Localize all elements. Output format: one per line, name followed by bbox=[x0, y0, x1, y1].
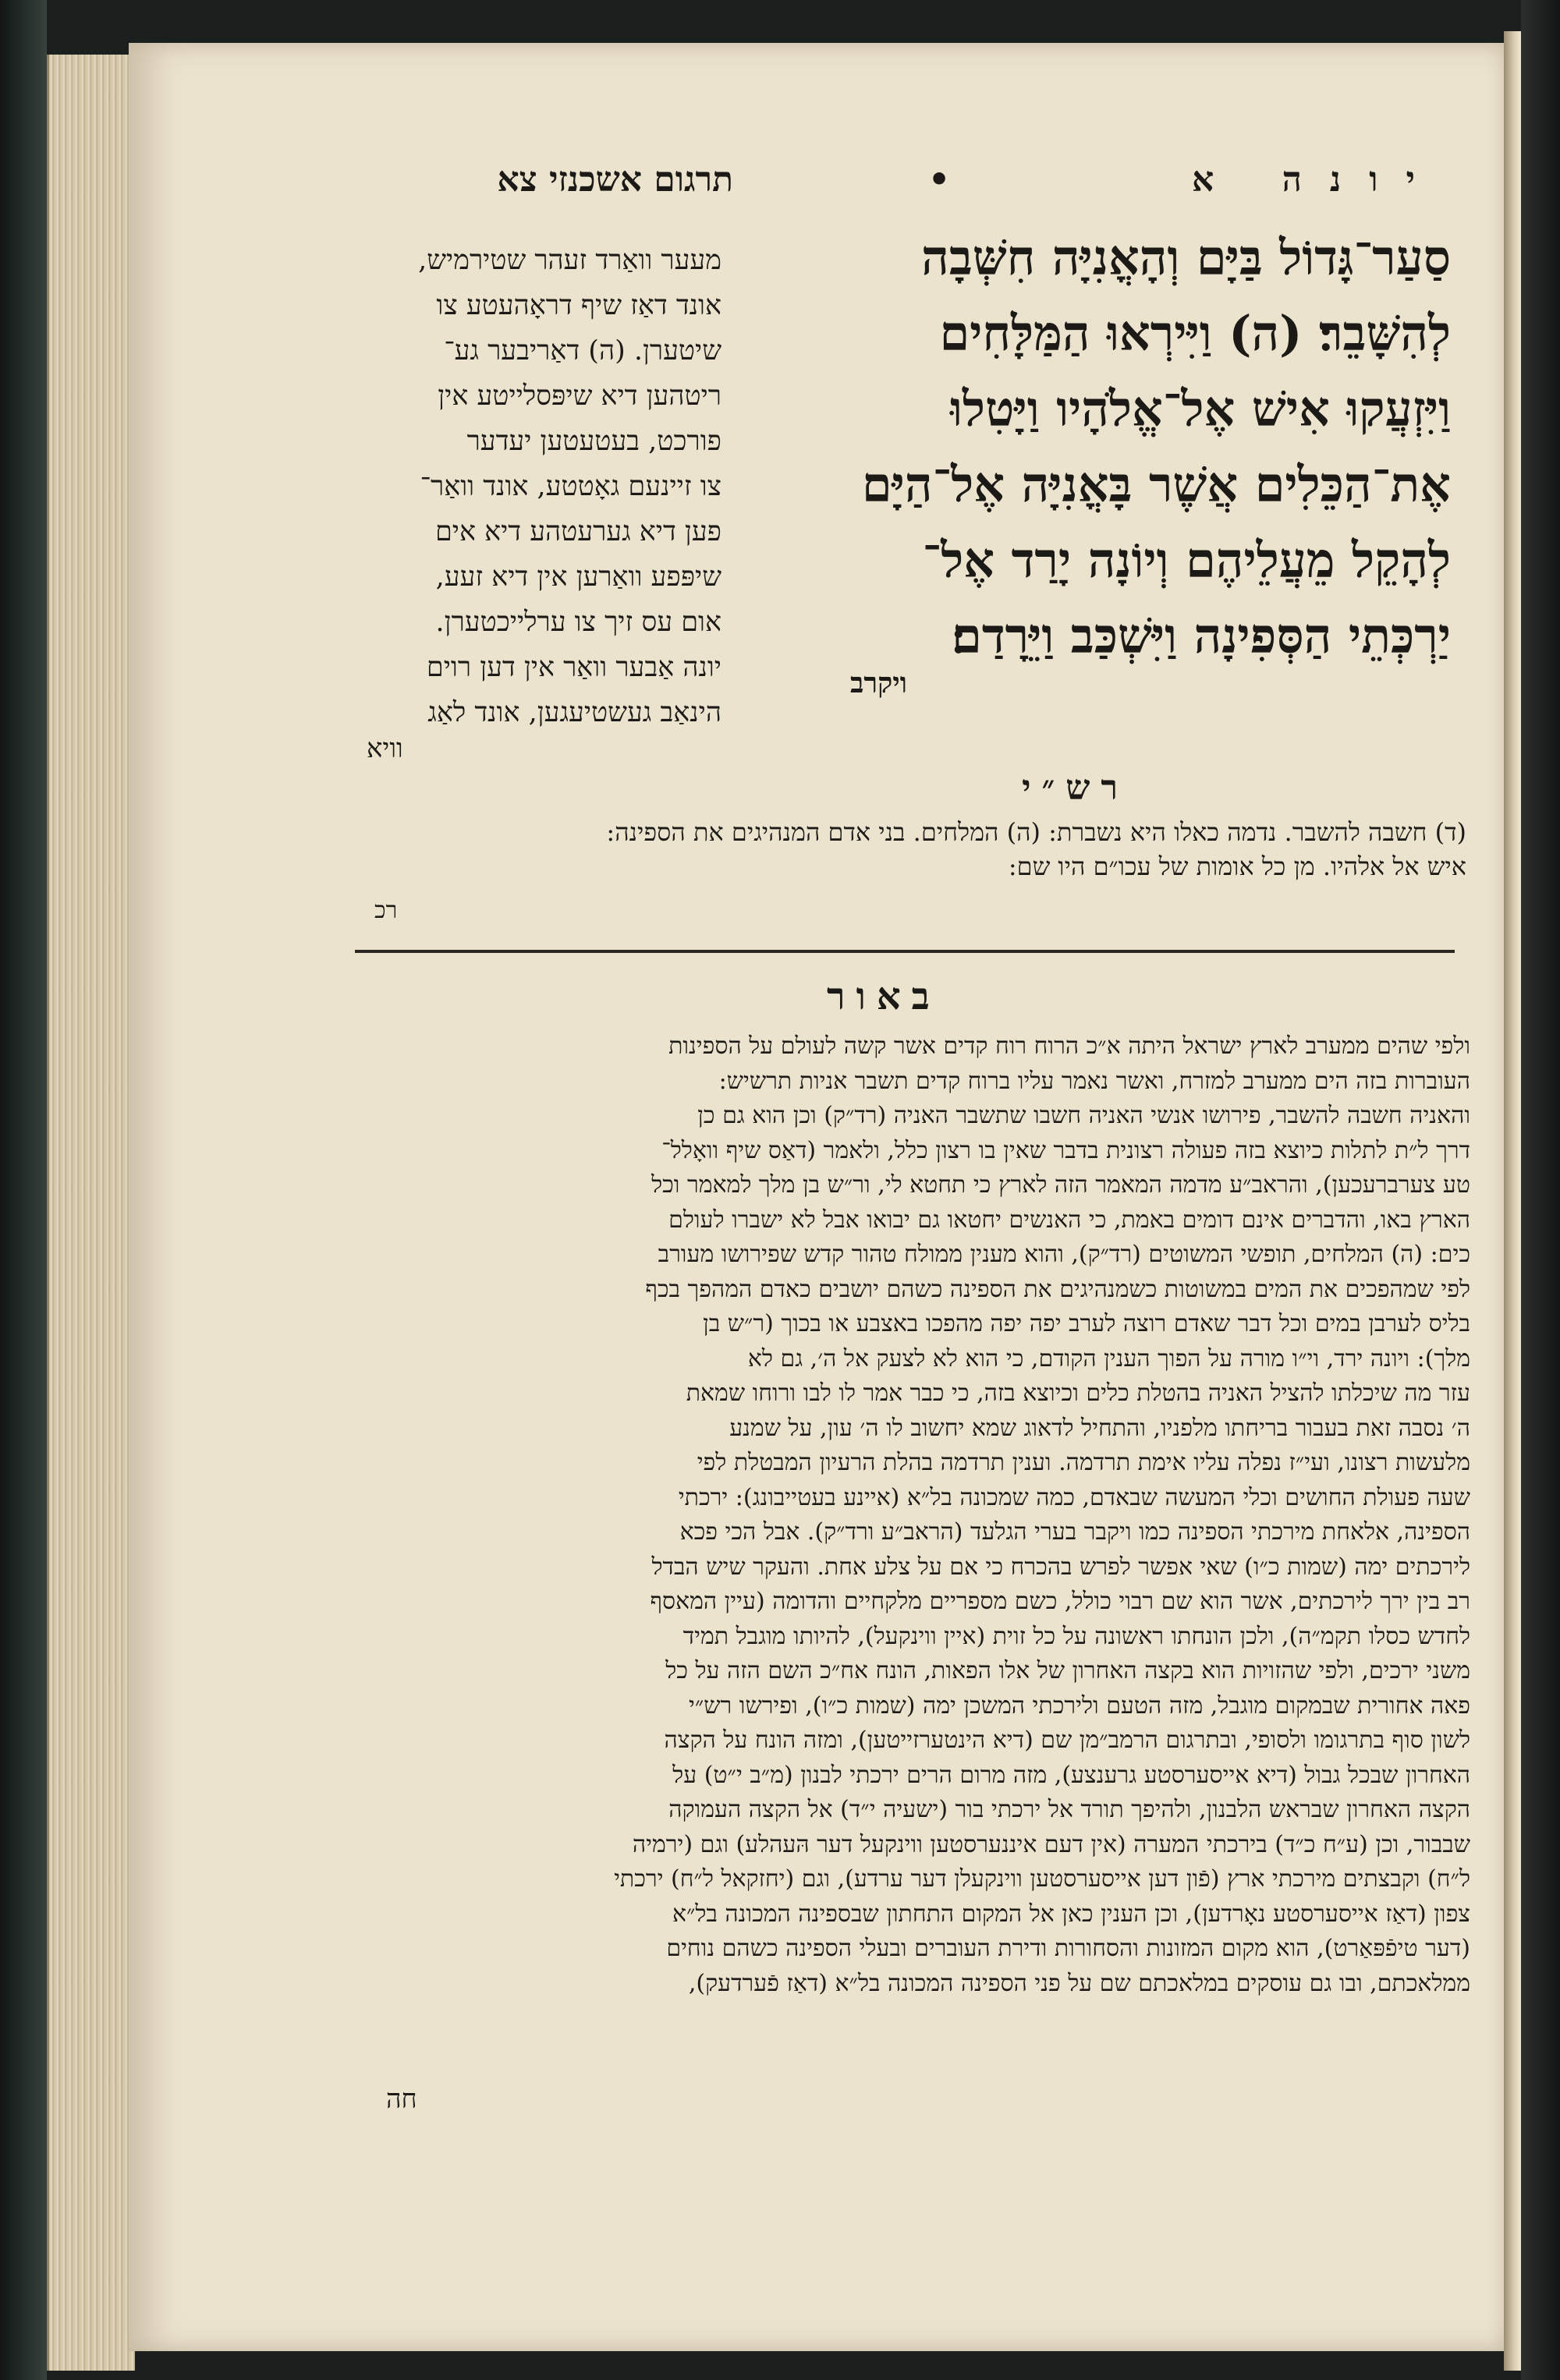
rashi-line: איש אל אלהיו. מן כל אומות של עכו״ם היו שם: bbox=[1008, 852, 1466, 881]
targum-line: צו זיינעם גאָטטע, אונד וואַר־ bbox=[420, 471, 722, 502]
biur-line: (דער טיפֿפּאַרט), הוא מקום המזונות והסחורות ודירת העוברים ובעלי הספינה כשהם נוחים bbox=[666, 1935, 1470, 1962]
scripture-column bbox=[745, 220, 1451, 674]
targum-line: יונה אַבער וואַר אין דען רוים bbox=[426, 652, 722, 683]
rashi-heading: רש״י bbox=[1022, 768, 1129, 808]
signature-mark: רכ bbox=[374, 897, 398, 924]
scripture-line: וַיִּזְעֲקוּ אִישׁ אֶל־אֱלֹהָיו וַיָּטִלוּ bbox=[950, 381, 1451, 437]
targum-line: מעער וואַרד זעהר שטירמיש, bbox=[418, 245, 722, 276]
biur-line: שבבור, וכן (ע״ח כ״ד) בירכתי המערה (אין דעם איננערסטען ווינקעל דער הּעהלע) וגם (ירמיה bbox=[632, 1830, 1470, 1858]
biur-line: לשון סוף בתרגומו ולסופי, ובתרגום הרמב״מן שם (דיא הינטערזייטען), ומזה הונח על הקצה bbox=[664, 1727, 1470, 1754]
biur-line: מלעשות רצונו, ועי״ז נפלה עליו אימת תרדמה. וענין תרדמה בהלת הרעיון המבטלת לפי bbox=[697, 1449, 1470, 1476]
biur-line: והאניה חשבה להשבר, פירושו אנשי האניה חשבו שתשבר האניה (רד״ק) וכן הוא גם כן bbox=[697, 1102, 1470, 1129]
biur-line: שעה פעולת החושים וכלי המעשה שבאדם, כמה שמכונה בל״א (איינע בעטייבונג): ירכתי bbox=[678, 1483, 1470, 1511]
biur-line: טע צערברעכען), והראב״ע מדמה המאמר הזה לארץ כי תחטא לי, ור״ש בן מלך למאמר וכל bbox=[651, 1171, 1470, 1199]
biur-line: לפי שמהפכים את המים במשוטות כשמנהיגים את הספינה כשהם יושבים כאדם המהפך בכף bbox=[645, 1275, 1470, 1303]
running-head-book-label: יונה א bbox=[1192, 160, 1443, 200]
signature-mark: חה bbox=[386, 2084, 417, 2115]
scripture-line: לְהָקֵל מֵעֲלֵיהֶם וְיוֹנָה יָרַד אֶל־ bbox=[922, 532, 1451, 589]
targum-line: פען דיא גערעטהע דיא אים bbox=[434, 516, 722, 547]
book-cover-left bbox=[0, 0, 47, 2380]
running-head-book bbox=[897, 160, 1443, 214]
biur-heading: באור bbox=[827, 975, 941, 1018]
biur-line: העוברות בזה הים ממערב למזרח, ואשר נאמר עליו ברוח קדים תשבר אניות תרשיש: bbox=[718, 1067, 1470, 1095]
biur-line: האחרון שבכל גבול (דיא אייסערסטע גרענצע), מזה מרום הרים ירכתי לבנון (מ״ב י״ט) על bbox=[672, 1761, 1470, 1789]
biur-line: צפון (דאַז אייסערסטע נאָרדען), וכן הענין כאן אל המקום התחתון שבספינה המכונה בל״א bbox=[672, 1900, 1470, 1928]
biur-line: לחדש כסלו תקמ״ה), ולכן הונחתו ראשונה על כל זוית (איין ווינקעל), להיותו מוגבל תמיד bbox=[682, 1622, 1470, 1650]
biur-line: לירכתים ימה (שמות כ״ו) שאי אפשר לפרש בהכרח כי אם על צלע אחת. והעקר שיש הבדל bbox=[651, 1553, 1470, 1581]
scripture-line: יַרְכְּתֵי הַסְּפִינָה וַיִּשְׁכַּב וַיֵּרָדַם׃ bbox=[952, 607, 1451, 664]
targum-column bbox=[339, 238, 722, 735]
targum-line: שיטערן. (ה) דאַריבער גע־ bbox=[444, 335, 722, 367]
page-edges bbox=[47, 55, 135, 2371]
biur-line: כים: (ה) המלחים, תופשי המשוטים (רד״ק), והוא מענין ממולח טהור קדש שפירושו מעורב bbox=[658, 1241, 1470, 1268]
scripture-catchword: ויקרב bbox=[850, 667, 907, 699]
biur-line: מלך): ויונה ירד, וי״ו מורה על הפוך הענין הקודם, כי הוא לא לצעק אל ה׳, גם לא bbox=[747, 1344, 1470, 1372]
biur-line: ה׳ נסבה זאת בעבור בריחתו מלפניו, והתחיל לדאוג שמא יחשוב לו ה׳ עון, על שמנע bbox=[729, 1414, 1470, 1442]
rashi-commentary bbox=[374, 815, 1466, 884]
targum-line: ריטהען דיא שיפּסלייטע אין bbox=[438, 381, 722, 412]
biur-line: פאה אחורית שבמקום מוגבל, מזה הטעם ולירכתי המשכן ימה (שמות כ״ו), ופירשו רש״י bbox=[689, 1691, 1470, 1719]
targum-catchword: וויא bbox=[367, 733, 403, 764]
biur-line: עזר מה שיכלתו להציל האניה בהטלת כלים וכיוצא בזה, כי כבר אמר לו לבו ורוחו שמאת bbox=[686, 1379, 1470, 1407]
targum-line: הינאַב געשטיעגען, אונד לאַג bbox=[427, 697, 722, 728]
biur-commentary bbox=[355, 1029, 1470, 2001]
targum-line: שיפּפע וואַרען אין דיא זעע, bbox=[435, 561, 722, 593]
biur-line: הספינה, אלאחת מירכתי הספינה כמו ויקבר בערי הגלעד (הראב״ע ורד״ק). אבל הכי פכא bbox=[679, 1518, 1470, 1546]
targum-line: פורכט, בעטעטען יעדער bbox=[466, 426, 722, 457]
biur-line: משני ירכים, ולפי שהזויות הוא בקצה האחרון של אלו הפאות, הונח אח״כ השם הזה על כל bbox=[665, 1657, 1470, 1684]
biur-line: דרך ל״ת לתלות כיוצא בזה פעולה רצונית בדבר שאין בו רצון כלל, ולאמר (דאַס שיף וואָלל־ bbox=[661, 1136, 1470, 1164]
scripture-line: סַעַר־גָּדוֹל בַּיָּם וְהָאֳנִיָּה חִשְּׁבָה bbox=[921, 229, 1451, 286]
gutter-shadow bbox=[1504, 31, 1521, 2371]
scripture-line: לְהִשָּׁבֵר׃ (ה) וַיִּירְאוּ הַמַּלָּחִים bbox=[939, 305, 1451, 362]
section-divider bbox=[355, 950, 1455, 953]
targum-line: אום עס זיך צו ערלייכטערן. bbox=[435, 607, 722, 638]
biur-line: ל״ח) וקבצתים מירכתי ארץ (פֿון דען אייסערסטען ווינקעלן דער ערדע), וגם (יחזקאל ל״ח) ירכתי bbox=[614, 1865, 1470, 1893]
rashi-line: (ד) חשבה להשבר. נדמה כאלו היא נשברת: (ה) המלחים. בני אדם המנהיגים את הספינה: bbox=[606, 817, 1466, 847]
biur-line: ולפי שהים ממערב לארץ ישראל היתה א״כ הרוח רוח קדים אשר קשה לעולם על הספינות bbox=[668, 1032, 1470, 1060]
biur-line: ממלאכתם, ובו גם עוסקים במלאכתם שם על פני הספינה המכונה בל״א (דאַז פֿערדעק), bbox=[688, 1969, 1470, 1997]
biur-line: בליס לערבן במים וכל דבר שאדם רוצה לערב יפה יפה מהפכו באצבע או בכוך (ר״ש בן bbox=[703, 1310, 1470, 1337]
running-head-title: תרגום אשכנזי צא bbox=[497, 160, 733, 200]
biur-line: רב בין ירך לירכתים, אשר הוא שם רבוי כולל, כשם מספריים מלקחיים והדומה (עיין המאסף bbox=[650, 1588, 1470, 1615]
ornament-dot: • bbox=[928, 160, 951, 200]
book-cover-right bbox=[1521, 0, 1560, 2380]
biur-line: הקצה האחרון שבראש הלבנון, ולהיפך תורד אל ירכתי בור (ישעיה י״ד) אל הקצה העמוקה bbox=[668, 1796, 1470, 1823]
targum-line: אונד דאַז שיף דראָהעטע צו bbox=[436, 290, 722, 321]
biur-line: הארץ באו, והדברים אינם דומים באמת, כי האנשים יחטאו גם יבואו אבל לא ישברו לעולם bbox=[668, 1206, 1470, 1234]
scripture-line: אֶת־הַכֵּלִים אֲשֶׁר בָּאֳנִיָּה אֶל־הַיָּם bbox=[861, 456, 1451, 513]
